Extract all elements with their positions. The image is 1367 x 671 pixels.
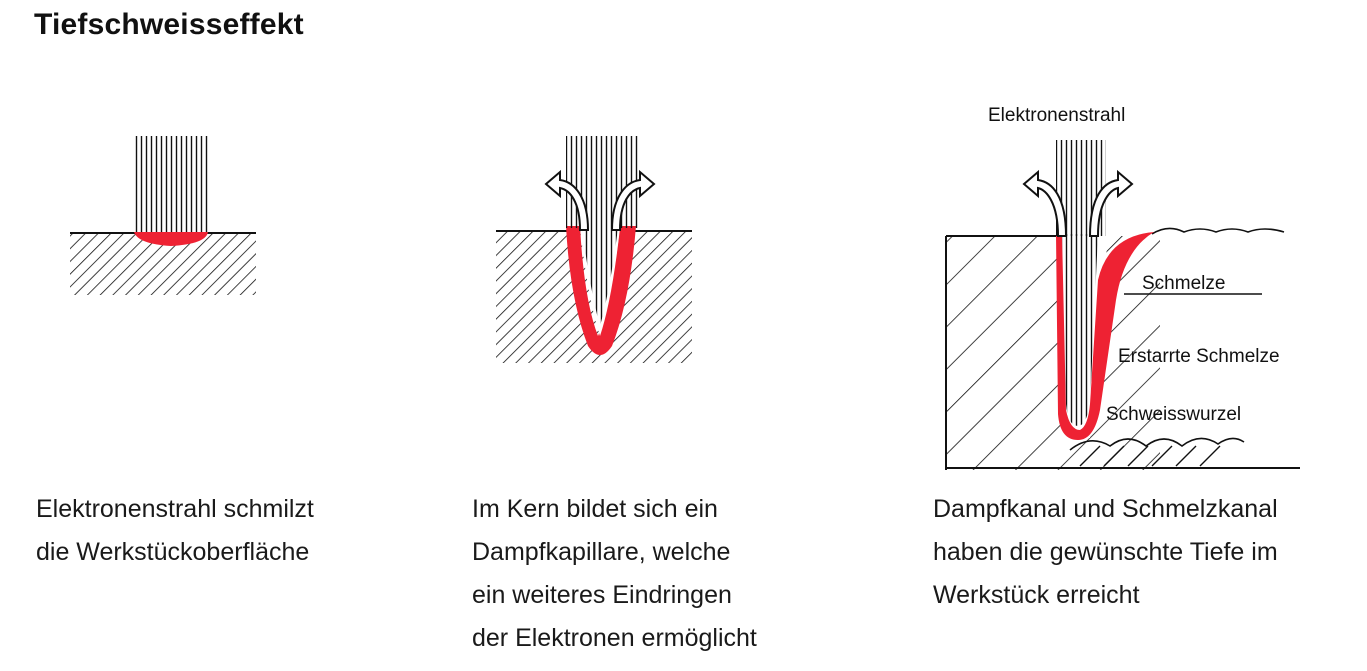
stage-2-diagram [496, 136, 692, 363]
caption-line: haben die gewünschte Tiefe im [933, 538, 1278, 566]
stage-1-diagram [70, 136, 256, 295]
page-title: Tiefschweisseffekt [34, 8, 304, 41]
caption-line: Werkstück erreicht [933, 581, 1140, 609]
caption-line: Dampfkapillare, welche [472, 538, 731, 566]
stage-1-caption [36, 488, 314, 574]
weld-root-label: Schweisswurzel [1106, 404, 1242, 425]
stage-3-caption [933, 488, 1278, 617]
stage-3-diagram [946, 105, 1300, 470]
caption-line: der Elektronen ermöglicht [472, 624, 757, 652]
stage-2-caption [472, 488, 757, 660]
solidified-top-surface [1152, 228, 1284, 234]
electron-beam [134, 136, 208, 234]
caption-line: die Werkstückoberfläche [36, 538, 310, 566]
caption-line: Elektronenstrahl schmilzt [36, 495, 314, 523]
electron-beam [566, 136, 638, 228]
caption-line: Im Kern bildet sich ein [472, 495, 718, 523]
melt-label: Schmelze [1142, 273, 1226, 294]
caption-line: Dampfkanal und Schmelzkanal [933, 495, 1278, 523]
beam-label: Elektronenstrahl [988, 105, 1126, 126]
solidified-melt-label: Erstarrte Schmelze [1118, 346, 1280, 367]
caption-line: ein weiteres Eindringen [472, 581, 732, 609]
